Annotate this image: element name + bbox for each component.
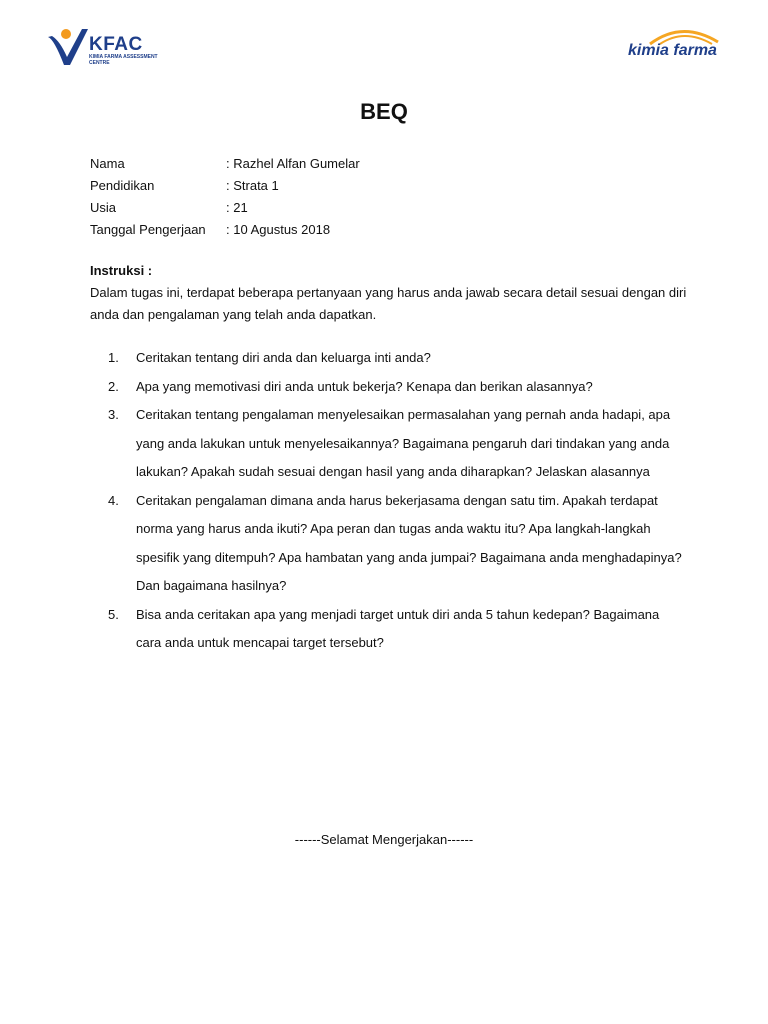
kimia-farma-logo xyxy=(622,24,732,64)
closing-text: ------Selamat Mengerjakan------ xyxy=(294,832,474,847)
question-text: Ceritakan tentang diri anda dan keluarga inti anda? xyxy=(136,350,431,365)
question-item xyxy=(108,401,688,487)
kfac-wordmark: KFAC xyxy=(89,34,143,55)
question-number: 2. xyxy=(108,378,119,394)
question-text: Apa yang memotivasi diri anda untuk bekerja? Kenapa dan berikan alasannya? xyxy=(136,378,593,394)
info-row-tanggal xyxy=(90,219,360,241)
kfac-logo xyxy=(46,27,161,69)
info-label: Tanggal Pengerjaan xyxy=(90,222,206,237)
info-value: : 21 xyxy=(226,200,248,215)
question-text: Ceritakan tentang pengalaman menyelesaikan permasalahan yang pernah anda hadapi, apa yang anda lakukan untuk menyelesaikannya? Bagaimana pengaruh dari tindakan yang anda lakukan? Apakah sudah sesuai dengan hasil yang anda diharapkan? Jelaskan alasannya xyxy=(136,407,671,479)
info-value: : Razhel Alfan Gumelar xyxy=(226,156,360,171)
instructions xyxy=(90,260,690,326)
info-value: : Strata 1 xyxy=(226,178,279,193)
question-item xyxy=(108,487,688,601)
question-item xyxy=(108,373,688,402)
kfac-subtitle: KIMIA FARMA ASSESSMENT CENTRE xyxy=(89,54,158,66)
question-number: 1. xyxy=(108,350,119,365)
kimia-farma-wordmark: kimia farma xyxy=(628,42,717,59)
info-label: Nama xyxy=(90,156,125,171)
page-title: BEQ xyxy=(360,99,408,124)
question-text: Bisa anda ceritakan apa yang menjadi target untuk diri anda 5 tahun kedepan? Bagaimana cara anda untuk mencapai target tersebut? xyxy=(136,606,660,650)
question-number: 5. xyxy=(108,606,119,622)
instructions-heading: Instruksi : xyxy=(90,263,153,278)
respondent-info xyxy=(90,153,360,241)
question-list xyxy=(108,344,688,658)
info-row-pendidikan xyxy=(90,175,360,197)
info-label: Pendidikan xyxy=(90,178,155,193)
question-text: Ceritakan pengalaman dimana anda harus bekerjasama dengan satu tim. Apakah terdapat norma yang harus anda ikuti? Apa peran dan tugas anda waktu itu? Apa langkah-langkah spesifik yang ditempuh? Apa hambatan yang anda jumpai? Bagaimana anda menghadapinya? Dan bagaimana hasilnya? xyxy=(136,492,682,593)
info-row-nama xyxy=(90,153,360,175)
question-item xyxy=(108,344,688,373)
question-number: 4. xyxy=(108,492,119,508)
kfac-figure-icon xyxy=(46,27,90,69)
info-row-usia xyxy=(90,197,360,219)
info-value: : 10 Agustus 2018 xyxy=(226,222,331,237)
info-label: Usia xyxy=(90,200,117,215)
question-number: 3. xyxy=(108,407,119,422)
question-item xyxy=(108,601,688,658)
instructions-body: Dalam tugas ini, terdapat beberapa pertanyaan yang harus anda jawab secara detail sesuai dengan diri anda dan pengalaman yang telah anda dapatkan. xyxy=(90,285,687,322)
